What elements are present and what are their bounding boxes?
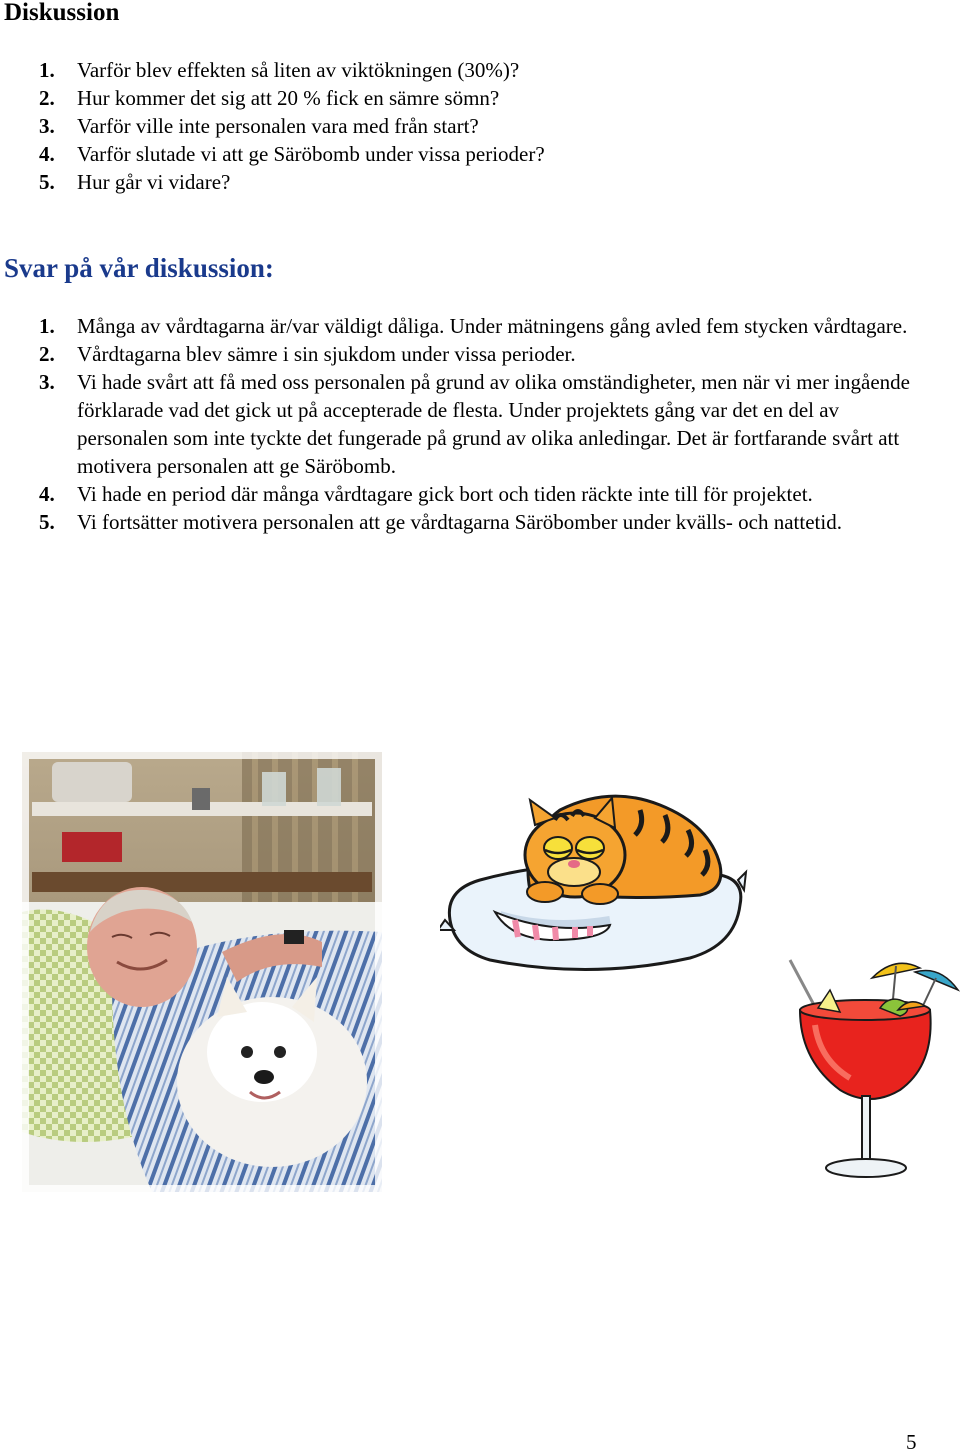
list-text: Hur kommer det sig att 20 % fick en sämre sömn? (77, 86, 500, 110)
garfield-drawing (440, 780, 750, 980)
list-text: Vi hade svårt att få med oss personalen på grund av olika omständigheter, men när vi mer ingående förklarade vad det gick ut på accepterade de flesta. Under projektets gång var det en del av personalen som inte tyckte det fungerade på grund av olika anledingar. Det är fortfarande svårt att motivera personalen att ge Säröbomb. (77, 370, 910, 478)
list-text: Vi hade en period där många vårdtagare gick bort och tiden räckte inte till för projektet. (77, 482, 813, 506)
list-number: 2. (39, 342, 55, 366)
list-text: Varför ville inte personalen vara med från start? (77, 114, 479, 138)
page-title: Diskussion (4, 0, 120, 26)
list-number: 1. (39, 314, 55, 338)
list-number: 2. (39, 86, 55, 110)
list-number: 5. (39, 170, 55, 194)
list-item (0, 140, 900, 168)
list-item (0, 312, 920, 340)
list-item (0, 508, 920, 536)
garfield-illustration (440, 780, 750, 980)
list-text: Många av vårdtagarna är/var väldigt dåliga. Under mätningens gång avled fem stycken vårdtagare. (77, 314, 908, 338)
list-item (0, 168, 900, 196)
list-item (0, 84, 900, 112)
list-number: 4. (39, 482, 55, 506)
list-item (0, 340, 920, 368)
page-number: 5 (906, 1430, 917, 1454)
answers-heading: Svar på vår diskussion: (4, 253, 274, 283)
photo-man-with-dog (22, 752, 382, 1192)
list-number: 3. (39, 370, 55, 394)
cocktail-illustration (780, 950, 960, 1190)
list-text: Vårdtagarna blev sämre i sin sjukdom under vissa perioder. (77, 342, 576, 366)
list-text: Varför slutade vi att ge Säröbomb under vissa perioder? (77, 142, 545, 166)
question-list (0, 56, 900, 196)
list-number: 5. (39, 510, 55, 534)
list-text: Vi fortsätter motivera personalen att ge vårdtagarna Säröbomber under kvälls- och nattetid. (77, 510, 842, 534)
list-item (0, 112, 900, 140)
answer-list (0, 312, 920, 536)
list-number: 4. (39, 142, 55, 166)
cocktail-drawing (780, 950, 960, 1190)
list-number: 1. (39, 58, 55, 82)
list-item (0, 368, 920, 480)
list-text: Varför blev effekten så liten av viktökningen (30%)? (77, 58, 520, 82)
photo-illustration (22, 752, 382, 1192)
list-item (0, 56, 900, 84)
list-text: Hur går vi vidare? (77, 170, 231, 194)
list-item (0, 480, 920, 508)
list-number: 3. (39, 114, 55, 138)
